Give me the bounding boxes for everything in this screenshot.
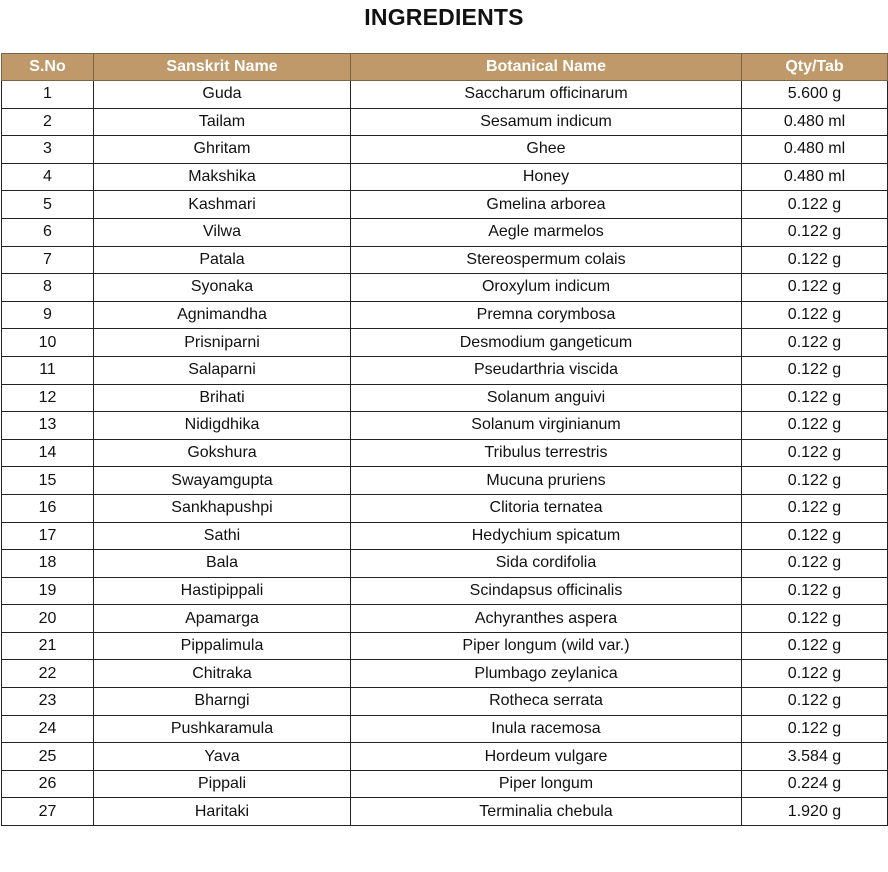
cell-qty: 0.122 g	[742, 412, 888, 440]
cell-sno: 24	[2, 715, 94, 743]
cell-qty: 0.122 g	[742, 274, 888, 302]
cell-qty: 0.122 g	[742, 715, 888, 743]
cell-sno: 12	[2, 384, 94, 412]
cell-botanical-name: Plumbago zeylanica	[351, 660, 742, 688]
cell-sanskrit-name: Agnimandha	[94, 301, 351, 329]
table-row	[2, 246, 888, 274]
cell-sno: 7	[2, 246, 94, 274]
table-row	[2, 356, 888, 384]
cell-qty: 0.122 g	[742, 577, 888, 605]
header-qty-tab: Qty/Tab	[742, 54, 888, 81]
table-body	[2, 81, 888, 826]
cell-qty: 0.122 g	[742, 660, 888, 688]
cell-sno: 5	[2, 191, 94, 219]
cell-botanical-name: Solanum virginianum	[351, 412, 742, 440]
cell-sno: 8	[2, 274, 94, 302]
ingredients-table	[1, 53, 888, 826]
cell-qty: 5.600 g	[742, 81, 888, 109]
cell-sanskrit-name: Apamarga	[94, 605, 351, 633]
cell-botanical-name: Oroxylum indicum	[351, 274, 742, 302]
cell-sanskrit-name: Syonaka	[94, 274, 351, 302]
cell-botanical-name: Stereospermum colais	[351, 246, 742, 274]
cell-qty: 3.584 g	[742, 743, 888, 771]
cell-botanical-name: Solanum anguivi	[351, 384, 742, 412]
table-row	[2, 605, 888, 633]
table-row	[2, 136, 888, 164]
cell-sanskrit-name: Nidigdhika	[94, 412, 351, 440]
cell-botanical-name: Saccharum officinarum	[351, 81, 742, 109]
cell-sanskrit-name: Pippali	[94, 770, 351, 798]
cell-sanskrit-name: Bharngi	[94, 688, 351, 716]
table-row	[2, 218, 888, 246]
cell-qty: 0.122 g	[742, 191, 888, 219]
cell-sno: 13	[2, 412, 94, 440]
cell-botanical-name: Inula racemosa	[351, 715, 742, 743]
cell-sanskrit-name: Brihati	[94, 384, 351, 412]
cell-qty: 0.122 g	[742, 522, 888, 550]
cell-sanskrit-name: Gokshura	[94, 439, 351, 467]
table-row	[2, 439, 888, 467]
cell-sanskrit-name: Pushkaramula	[94, 715, 351, 743]
header-sanskrit-name: Sanskrit Name	[94, 54, 351, 81]
cell-qty: 0.122 g	[742, 439, 888, 467]
cell-qty: 0.480 ml	[742, 163, 888, 191]
cell-qty: 0.122 g	[742, 246, 888, 274]
cell-sanskrit-name: Guda	[94, 81, 351, 109]
cell-qty: 0.122 g	[742, 494, 888, 522]
table-row	[2, 743, 888, 771]
cell-sno: 18	[2, 550, 94, 578]
cell-botanical-name: Rotheca serrata	[351, 688, 742, 716]
cell-botanical-name: Honey	[351, 163, 742, 191]
cell-sno: 16	[2, 494, 94, 522]
table-row	[2, 329, 888, 357]
table-row	[2, 108, 888, 136]
cell-sanskrit-name: Ghritam	[94, 136, 351, 164]
cell-qty: 0.122 g	[742, 632, 888, 660]
cell-sanskrit-name: Sankhapushpi	[94, 494, 351, 522]
cell-sno: 15	[2, 467, 94, 495]
table-row	[2, 632, 888, 660]
cell-qty: 0.224 g	[742, 770, 888, 798]
cell-qty: 0.480 ml	[742, 136, 888, 164]
cell-qty: 1.920 g	[742, 798, 888, 826]
cell-sanskrit-name: Bala	[94, 550, 351, 578]
cell-qty: 0.122 g	[742, 467, 888, 495]
cell-botanical-name: Sida cordifolia	[351, 550, 742, 578]
cell-sanskrit-name: Tailam	[94, 108, 351, 136]
cell-botanical-name: Mucuna pruriens	[351, 467, 742, 495]
cell-sanskrit-name: Swayamgupta	[94, 467, 351, 495]
cell-sno: 14	[2, 439, 94, 467]
table-row	[2, 715, 888, 743]
cell-sanskrit-name: Patala	[94, 246, 351, 274]
cell-sno: 3	[2, 136, 94, 164]
cell-botanical-name: Pseudarthria viscida	[351, 356, 742, 384]
cell-qty: 0.122 g	[742, 329, 888, 357]
cell-botanical-name: Achyranthes aspera	[351, 605, 742, 633]
cell-sanskrit-name: Pippalimula	[94, 632, 351, 660]
cell-sanskrit-name: Haritaki	[94, 798, 351, 826]
cell-qty: 0.122 g	[742, 301, 888, 329]
table-row	[2, 798, 888, 826]
table-row	[2, 550, 888, 578]
cell-sno: 2	[2, 108, 94, 136]
cell-sno: 27	[2, 798, 94, 826]
table-row	[2, 660, 888, 688]
cell-sanskrit-name: Makshika	[94, 163, 351, 191]
header-sno: S.No	[2, 54, 94, 81]
cell-sanskrit-name: Salaparni	[94, 356, 351, 384]
cell-botanical-name: Piper longum	[351, 770, 742, 798]
cell-sno: 23	[2, 688, 94, 716]
page-title: INGREDIENTS	[364, 4, 524, 30]
table-row	[2, 191, 888, 219]
cell-qty: 0.480 ml	[742, 108, 888, 136]
table-row	[2, 467, 888, 495]
cell-sno: 10	[2, 329, 94, 357]
cell-botanical-name: Ghee	[351, 136, 742, 164]
table-row	[2, 301, 888, 329]
cell-sno: 25	[2, 743, 94, 771]
cell-botanical-name: Sesamum indicum	[351, 108, 742, 136]
cell-botanical-name: Aegle marmelos	[351, 218, 742, 246]
cell-qty: 0.122 g	[742, 688, 888, 716]
cell-botanical-name: Desmodium gangeticum	[351, 329, 742, 357]
cell-sno: 21	[2, 632, 94, 660]
cell-botanical-name: Piper longum (wild var.)	[351, 632, 742, 660]
table-row	[2, 274, 888, 302]
cell-botanical-name: Tribulus terrestris	[351, 439, 742, 467]
cell-botanical-name: Clitoria ternatea	[351, 494, 742, 522]
cell-sno: 4	[2, 163, 94, 191]
cell-botanical-name: Terminalia chebula	[351, 798, 742, 826]
table-row	[2, 412, 888, 440]
table-row	[2, 577, 888, 605]
cell-sno: 9	[2, 301, 94, 329]
table-row	[2, 384, 888, 412]
cell-qty: 0.122 g	[742, 356, 888, 384]
cell-sno: 6	[2, 218, 94, 246]
cell-sanskrit-name: Sathi	[94, 522, 351, 550]
cell-sno: 20	[2, 605, 94, 633]
cell-sanskrit-name: Prisniparni	[94, 329, 351, 357]
cell-sanskrit-name: Hastipippali	[94, 577, 351, 605]
cell-qty: 0.122 g	[742, 218, 888, 246]
cell-qty: 0.122 g	[742, 605, 888, 633]
cell-qty: 0.122 g	[742, 384, 888, 412]
table-header-row	[2, 54, 888, 81]
table-row	[2, 770, 888, 798]
cell-sno: 17	[2, 522, 94, 550]
table-row	[2, 163, 888, 191]
cell-sanskrit-name: Chitraka	[94, 660, 351, 688]
table-row	[2, 688, 888, 716]
table-row	[2, 494, 888, 522]
cell-sno: 11	[2, 356, 94, 384]
cell-sanskrit-name: Vilwa	[94, 218, 351, 246]
cell-botanical-name: Gmelina arborea	[351, 191, 742, 219]
header-botanical-name: Botanical Name	[351, 54, 742, 81]
cell-sno: 22	[2, 660, 94, 688]
table-row	[2, 522, 888, 550]
cell-botanical-name: Premna corymbosa	[351, 301, 742, 329]
cell-botanical-name: Hedychium spicatum	[351, 522, 742, 550]
cell-sno: 1	[2, 81, 94, 109]
cell-botanical-name: Hordeum vulgare	[351, 743, 742, 771]
cell-sno: 19	[2, 577, 94, 605]
cell-botanical-name: Scindapsus officinalis	[351, 577, 742, 605]
cell-sno: 26	[2, 770, 94, 798]
table-row	[2, 81, 888, 109]
cell-sanskrit-name: Yava	[94, 743, 351, 771]
cell-sanskrit-name: Kashmari	[94, 191, 351, 219]
cell-qty: 0.122 g	[742, 550, 888, 578]
